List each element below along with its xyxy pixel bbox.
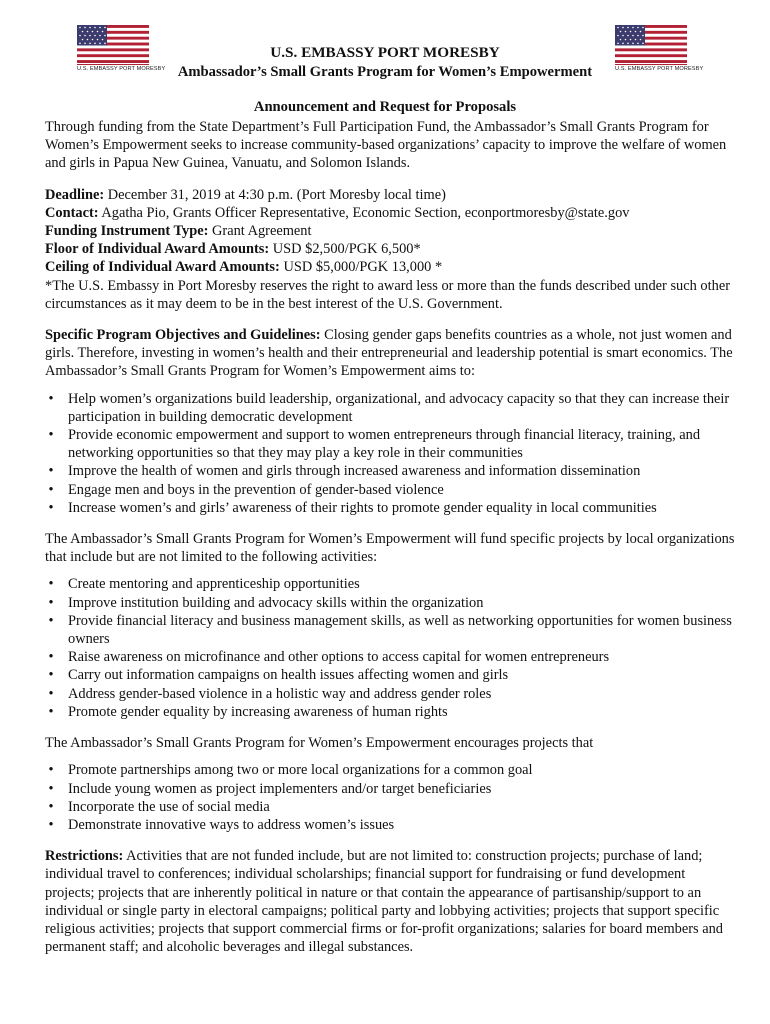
document-body [45,118,735,956]
funding-type-line [45,222,735,240]
award-floor-label: Floor of Individual Award Amounts: [45,241,270,258]
document-subtitle: Ambassador’s Small Grants Program for Women’s Empowerment [177,64,593,80]
list-item [45,481,735,499]
list-item-text: Promote partnerships among two or more local organizations for a common goal [68,762,533,779]
bullet-icon: • [48,685,54,702]
contact-value: Agatha Pio, Grants Officer Representative, Economic Section, econportmoresby@state.gov [98,204,630,221]
list-item-text: Help women’s organizations build leadership, organizational, and advocacy capacity so that they can increase their participation in building democratic development [68,390,730,425]
list-item [45,594,735,612]
restrictions-label: Restrictions: [45,848,124,865]
restrictions-text: Activities that are not funded include, but are not limited to: construction projects; purchase of land; individual travel to conferences; individual scholarships; financial support for fundraising or fund development projects; projects that are inherently political in nature or that contain the appearance of partisanship/support to an individual or single party in electoral campaigns; political party and lobbying activities; projects that support specific religious activities; projects that support commercial firms or for-profit organizations; salaries for board members and permanent staff; and alcoholic beverages and illegal substances. [45,848,724,956]
encourages-list [45,761,735,834]
list-item [45,666,735,684]
list-item-text: Improve the health of women and girls through increased awareness and information dissemination [68,463,641,480]
bullet-icon: • [48,667,54,684]
deadline-value: December 31, 2019 at 4:30 p.m. (Port Moresby local time) [104,186,446,203]
list-item [45,798,735,816]
restrictions-paragraph [45,847,735,956]
logo-caption: U.S. EMBASSY PORT MORESBY [77,66,166,72]
deadline-label: Deadline: [45,186,105,203]
bullet-icon: • [48,703,54,720]
bullet-icon: • [48,463,54,480]
award-floor-line [45,240,735,258]
intro-paragraph: Through funding from the State Department’s Full Participation Fund, the Ambassador’s Small Grants Program for Women’s Empowerment seeks to increase community-based organizations’ capacity to improve the welfare of women and girls in Papua New Guinea, Vanuatu, and Solomon Islands. [45,119,727,172]
funding-type-label: Funding Instrument Type: [45,223,209,240]
list-item-text: Promote gender equality by increasing awareness of human rights [68,703,448,720]
list-item [45,685,735,703]
bullet-icon: • [48,649,54,666]
activities-list [45,575,735,721]
bullet-icon: • [48,816,54,833]
activities-paragraph: The Ambassador’s Small Grants Program for Women’s Empowerment will fund specific projects by local organizations that include but are not limited to the following activities: [45,531,735,566]
list-item-text: Engage men and boys in the prevention of gender-based violence [68,481,444,498]
list-item [45,780,735,798]
bullet-icon: • [48,594,54,611]
list-item-text: Raise awareness on microfinance and other options to access capital for women entrepreneurs [68,649,610,666]
list-item-text: Demonstrate innovative ways to address women’s issues [68,816,395,833]
objectives-label: Specific Program Objectives and Guidelines: [45,327,321,344]
award-ceiling-value: USD $5,000/PGK 13,000 * [279,259,443,276]
funding-type-value: Grant Agreement [208,223,312,240]
objectives-paragraph [45,326,735,381]
list-item-text: Create mentoring and apprenticeship opportunities [68,576,360,593]
award-ceiling-label: Ceiling of Individual Award Amounts: [45,259,280,276]
list-item [45,462,735,480]
list-item [45,390,735,426]
bullet-icon: • [48,390,54,407]
list-item-text: Improve institution building and advocacy skills within the organization [68,594,484,611]
award-ceiling-line [45,258,735,276]
objectives-list [45,390,735,517]
list-item-text: Increase women’s and girls’ awareness of their rights to promote gender equality in local communities [68,499,657,516]
list-item [45,612,735,648]
bullet-icon: • [48,576,54,593]
list-item [45,648,735,666]
list-item [45,426,735,462]
list-item-text: Incorporate the use of social media [68,798,270,815]
award-floor-value: USD $2,500/PGK 6,500* [269,241,421,258]
bullet-icon: • [48,798,54,815]
list-item-text: Carry out information campaigns on health issues affecting women and girls [68,667,509,684]
bullet-icon: • [48,780,54,797]
list-item-text: Provide financial literacy and business management skills, as well as networking opportunities for women business owners [68,612,732,648]
list-item [45,575,735,593]
list-item [45,703,735,721]
list-item [45,499,735,517]
bullet-icon: • [48,612,54,629]
document-title: U.S. EMBASSY PORT MORESBY [270,44,500,61]
logo-caption: U.S. EMBASSY PORT MORESBY [615,66,704,72]
bullet-icon: • [48,481,54,498]
list-item [45,761,735,779]
list-item [45,816,735,834]
award-note: *The U.S. Embassy in Port Moresby reserves the right to award less or more than the funds described under such other circumstances as it may deem to be in the best interest of the U.S. Government. [45,277,730,312]
list-item-text: Include young women as project implementers and/or target beneficiaries [68,780,492,797]
details-block [45,186,735,313]
objectives-text: Closing gender gaps benefits countries as a whole, not just women and girls. Therefore, investing in women’s health and their entrepreneurial and leadership potential is smart economics. The Ambassador’s Small Grants Program for Women’s Empowerment aims to: [45,327,733,380]
list-item-text: Provide economic empowerment and support to women entrepreneurs through financial literacy, training, and networking opportunities so that they may play a key role in their communities [68,427,701,462]
list-item-text: Address gender-based violence in a holistic way and address gender roles [68,685,492,702]
bullet-icon: • [48,762,54,779]
contact-line [45,204,735,222]
announcement-heading: Announcement and Request for Proposals [253,99,517,115]
contact-label: Contact: [45,204,99,221]
encourages-paragraph: The Ambassador’s Small Grants Program for Women’s Empowerment encourages projects that [45,735,594,752]
deadline-line [45,186,735,204]
bullet-icon: • [48,427,54,444]
bullet-icon: • [48,499,54,516]
